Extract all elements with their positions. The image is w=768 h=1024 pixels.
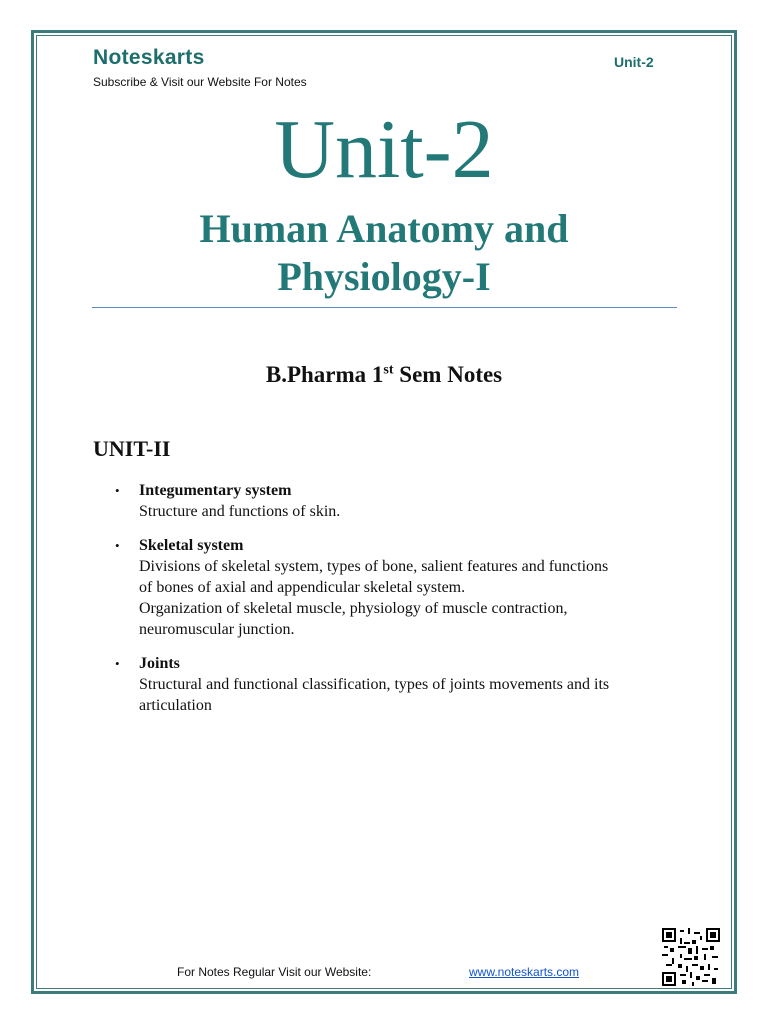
topic-title: Integumentary system	[139, 482, 292, 499]
topic-line: Organization of skeletal muscle, physiology of muscle contraction,	[139, 600, 568, 617]
topic-title: Joints	[139, 655, 180, 672]
subtitle-line-1: Human Anatomy and	[199, 206, 569, 251]
brand-tagline: Subscribe & Visit our Website For Notes	[93, 75, 307, 89]
brand-name: Noteskarts	[93, 46, 205, 69]
unit-tag: Unit-2	[614, 54, 654, 70]
topic-line: Divisions of skeletal system, types of bone, salient features and functions	[139, 558, 609, 575]
topic-item	[115, 480, 695, 522]
topic-item	[115, 535, 695, 640]
course-heading	[0, 362, 768, 388]
course-suffix: Sem Notes	[393, 362, 503, 387]
topic-line: Structure and functions of skin.	[139, 503, 341, 520]
website-link[interactable]: www.noteskarts.com	[469, 965, 580, 979]
bullet-icon: •	[115, 483, 120, 498]
topic-line: Structural and functional classification, types of joints movements and its	[139, 676, 610, 693]
topic-line: articulation	[139, 697, 212, 714]
qr-code-icon[interactable]	[662, 928, 720, 986]
title-divider	[92, 307, 677, 308]
topic-list	[115, 480, 695, 729]
topic-item	[115, 653, 695, 716]
page-title: Unit-2	[274, 103, 494, 196]
section-heading: UNIT-II	[93, 436, 171, 461]
topic-title: Skeletal system	[139, 537, 244, 554]
footer-label: For Notes Regular Visit our Website:	[177, 965, 372, 979]
course-prefix: B.Pharma 1	[265, 362, 384, 387]
topic-line: of bones of axial and appendicular skeletal system.	[139, 579, 466, 596]
bullet-icon: •	[115, 538, 120, 553]
bullet-icon: •	[115, 656, 120, 671]
topic-line: neuromuscular junction.	[139, 621, 295, 638]
subtitle-line-2: Physiology-I	[277, 254, 491, 299]
page-subtitle	[0, 205, 768, 301]
course-superscript: st	[383, 362, 394, 378]
